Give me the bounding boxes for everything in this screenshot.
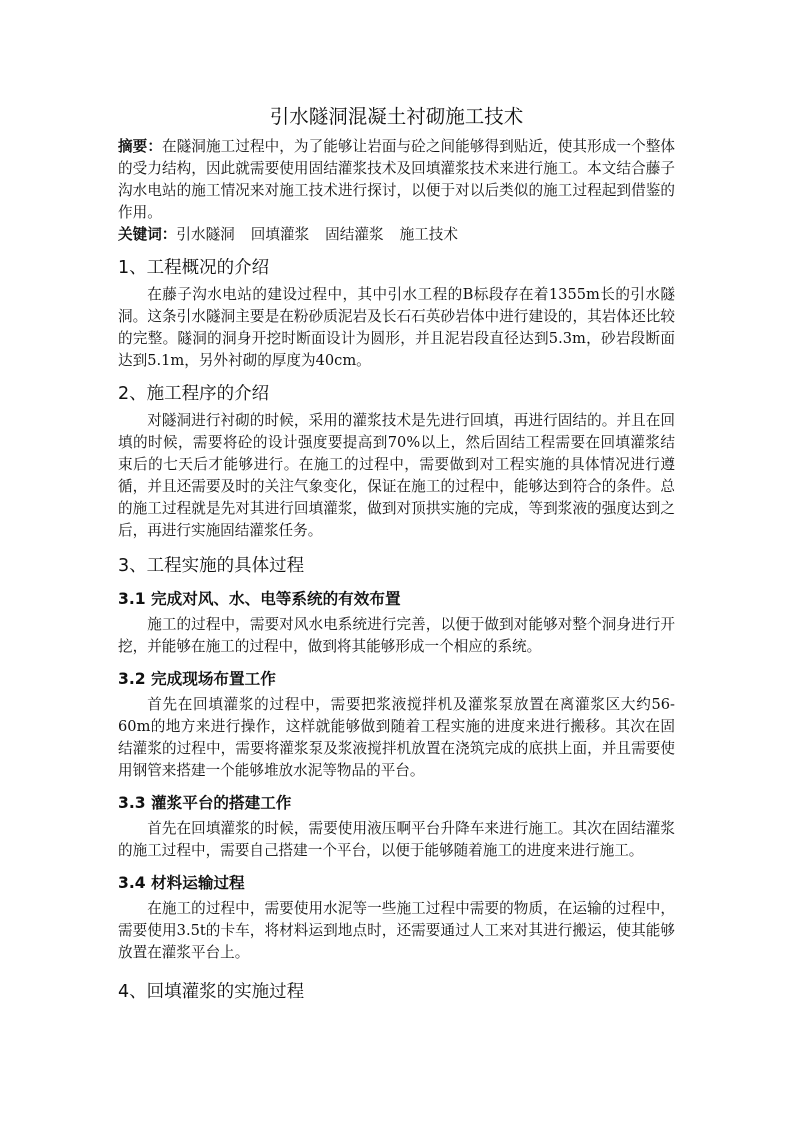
abstract-text: 在隧洞施工过程中，为了能够让岩面与砼之间能够得到贴近，使其形成一个整体的受力结构，因此就需要使用固结灌浆技术及回填灌浆技术来进行施工。本文结合藤子沟水电站的施工情况来对施工技术进行探讨，以便于对以后类似的施工过程起到借鉴的作用。 xyxy=(118,138,675,221)
subsection-heading-3-1: 3.1 完成对风、水、电等系统的有效布置 xyxy=(118,590,401,608)
subsection-body-3-1: 施工的过程中，需要对风水电系统进行完善，以便于做到对能够对整个洞身进行开挖，并能够在施工的过程中，做到将其能够形成一个相应的系统。 xyxy=(118,616,675,655)
section-body-1: 在藤子沟水电站的建设过程中，其中引水工程的B标段存在着1355m长的引水隧洞。这条引水隧洞主要是在粉砂质泥岩及长石石英砂岩体中进行建设的，其岩体还比较的完整。隧洞的洞身开挖时断面设计为圆形，并且泥岩段直径达到5.3m，砂岩段断面达到5.1m，另外衬砌的厚度为40cm。 xyxy=(118,286,675,369)
subsection-heading-3-2: 3.2 完成现场布置工作 xyxy=(118,670,276,688)
abstract-label: 摘要： xyxy=(118,138,162,155)
keyword: 引水隧洞 xyxy=(176,226,235,243)
keywords xyxy=(118,224,675,246)
subsection-heading-3-3: 3.3 灌浆平台的搭建工作 xyxy=(118,794,292,812)
abstract xyxy=(118,136,675,224)
subsection-heading-3-4: 3.4 材料运输过程 xyxy=(118,874,245,892)
keywords-label: 关键词： xyxy=(118,226,177,243)
section-heading-2: 2、施工程序的介绍 xyxy=(118,384,270,404)
subsection-body-3-3: 首先在回填灌浆的时候，需要使用液压啊平台升降车来进行施工。其次在固结灌浆的施工过程中，需要自己搭建一个平台，以便于能够随着施工的进度来进行施工。 xyxy=(118,820,675,859)
section-heading-4: 4、回填灌浆的实施过程 xyxy=(118,982,305,1002)
keyword: 施工技术 xyxy=(399,226,458,243)
section-heading-1: 1、工程概况的介绍 xyxy=(118,258,270,278)
subsection-body-3-4: 在施工的过程中，需要使用水泥等一些施工过程中需要的物质，在运输的过程中，需要使用3.5t的卡车，将材料运到地点时，还需要通过人工来对其进行搬运，使其能够放置在灌浆平台上。 xyxy=(118,900,675,961)
subsection-body-3-2: 首先在回填灌浆的过程中，需要把浆液搅拌机及灌浆泵放置在离灌浆区大约56-60m的地方来进行操作，这样就能够做到随着工程实施的进度来进行搬移。其次在固结灌浆的过程中，需要将灌浆泵及浆液搅拌机放置在浇筑完成的底拱上面，并且需要使用钢管来搭建一个能够堆放水泥等物品的平台。 xyxy=(118,696,675,779)
keyword: 回填灌浆 xyxy=(250,226,310,243)
document-title: 引水隧洞混凝土衬砌施工技术 xyxy=(269,105,524,128)
section-body-2: 对隧洞进行衬砌的时候，采用的灌浆技术是先进行回填，再进行固结的。并且在回填的时候，需要将砼的设计强度要提高到70%以上，然后固结工程需要在回填灌浆结束后的七天后才能够进行。在施工的过程中，需要做到对工程实施的具体情况进行遵循，并且还需要及时的关注气象变化，保证在施工的过程中，能够达到符合的条件。总的施工过程就是先对其进行回填灌浆，做到对顶拱实施的完成，等到浆液的强度达到之后，再进行实施固结灌浆任务。 xyxy=(118,412,675,539)
keyword: 固结灌浆 xyxy=(325,226,384,243)
section-heading-3: 3、工程实施的具体过程 xyxy=(118,556,305,576)
